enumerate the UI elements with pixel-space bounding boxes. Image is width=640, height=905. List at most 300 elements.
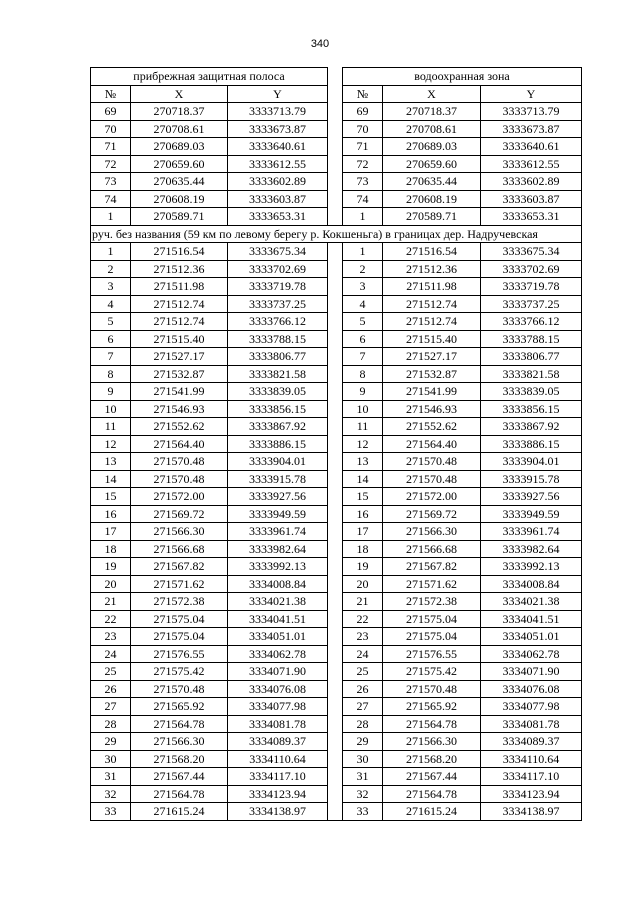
- coastal-y-coordinate: 3333713.79: [228, 103, 328, 121]
- protection-zone-y-coordinate: 3334041.51: [481, 610, 582, 628]
- group-header-row: [91, 68, 582, 86]
- coastal-x-coordinate: 271575.04: [131, 610, 228, 628]
- protection-zone-point-number: 73: [343, 173, 383, 191]
- table-gap: [328, 663, 343, 681]
- protection-zone-point-number: 24: [343, 645, 383, 663]
- coastal-y-coordinate: 3333961.74: [228, 523, 328, 541]
- coastal-point-number: 27: [91, 698, 131, 716]
- table-row: [91, 208, 582, 226]
- coastal-y-coordinate: 3333949.59: [228, 505, 328, 523]
- group-header-coastal-strip: прибрежная защитная полоса: [91, 68, 328, 86]
- coastal-x-coordinate: 271564.78: [131, 785, 228, 803]
- protection-zone-y-coordinate: 3333806.77: [481, 348, 582, 366]
- table-row: [91, 330, 582, 348]
- table-row: [91, 243, 582, 261]
- protection-zone-point-number: 30: [343, 750, 383, 768]
- protection-zone-point-number: 70: [343, 120, 383, 138]
- protection-zone-y-coordinate: 3333602.89: [481, 173, 582, 191]
- coastal-point-number: 2: [91, 260, 131, 278]
- protection-zone-point-number: 7: [343, 348, 383, 366]
- column-header-y: Y: [481, 85, 582, 103]
- protection-zone-y-coordinate: 3333612.55: [481, 155, 582, 173]
- table-gap: [328, 733, 343, 751]
- protection-zone-y-coordinate: 3334008.84: [481, 575, 582, 593]
- table-row: [91, 645, 582, 663]
- table-row: [91, 173, 582, 191]
- protection-zone-x-coordinate: 271567.44: [383, 768, 481, 786]
- protection-zone-x-coordinate: 270635.44: [383, 173, 481, 191]
- coastal-point-number: 30: [91, 750, 131, 768]
- coastal-y-coordinate: 3334077.98: [228, 698, 328, 716]
- coastal-x-coordinate: 271512.36: [131, 260, 228, 278]
- coastal-x-coordinate: 271541.99: [131, 383, 228, 401]
- table-row: [91, 698, 582, 716]
- table-gap: [328, 768, 343, 786]
- page-number: 340: [310, 38, 330, 50]
- coastal-point-number: 1: [91, 208, 131, 226]
- table-gap: [328, 575, 343, 593]
- table-gap: [328, 155, 343, 173]
- protection-zone-y-coordinate: 3333640.61: [481, 138, 582, 156]
- table-gap: [328, 593, 343, 611]
- coastal-x-coordinate: 271565.92: [131, 698, 228, 716]
- protection-zone-point-number: 21: [343, 593, 383, 611]
- protection-zone-x-coordinate: 271532.87: [383, 365, 481, 383]
- protection-zone-x-coordinate: 271567.82: [383, 558, 481, 576]
- protection-zone-x-coordinate: 271564.78: [383, 715, 481, 733]
- table-gap: [328, 453, 343, 471]
- protection-zone-point-number: 20: [343, 575, 383, 593]
- protection-zone-x-coordinate: 271575.42: [383, 663, 481, 681]
- protection-zone-x-coordinate: 271515.40: [383, 330, 481, 348]
- table-row: [91, 120, 582, 138]
- protection-zone-point-number: 27: [343, 698, 383, 716]
- table-gap: [328, 173, 343, 191]
- protection-zone-y-coordinate: 3333961.74: [481, 523, 582, 541]
- table-gap: [328, 295, 343, 313]
- coastal-x-coordinate: 270708.61: [131, 120, 228, 138]
- coastal-x-coordinate: 271572.00: [131, 488, 228, 506]
- table-gap: [328, 138, 343, 156]
- protection-zone-x-coordinate: 271512.74: [383, 313, 481, 331]
- protection-zone-point-number: 4: [343, 295, 383, 313]
- protection-zone-point-number: 6: [343, 330, 383, 348]
- table-row: [91, 593, 582, 611]
- coastal-y-coordinate: 3334008.84: [228, 575, 328, 593]
- protection-zone-x-coordinate: 271512.36: [383, 260, 481, 278]
- coastal-point-number: 9: [91, 383, 131, 401]
- coastal-point-number: 17: [91, 523, 131, 541]
- protection-zone-y-coordinate: 3333673.87: [481, 120, 582, 138]
- table-gap: [328, 313, 343, 331]
- table-gap: [328, 750, 343, 768]
- table-gap: [328, 400, 343, 418]
- protection-zone-point-number: 31: [343, 768, 383, 786]
- coastal-y-coordinate: 3334110.64: [228, 750, 328, 768]
- coastal-x-coordinate: 271570.48: [131, 453, 228, 471]
- coastal-point-number: 23: [91, 628, 131, 646]
- protection-zone-x-coordinate: 270608.19: [383, 190, 481, 208]
- protection-zone-y-coordinate: 3333766.12: [481, 313, 582, 331]
- coastal-point-number: 21: [91, 593, 131, 611]
- coastal-point-number: 24: [91, 645, 131, 663]
- protection-zone-x-coordinate: 271570.48: [383, 453, 481, 471]
- coastal-y-coordinate: 3333737.25: [228, 295, 328, 313]
- table-gap: [328, 470, 343, 488]
- protection-zone-y-coordinate: 3333821.58: [481, 365, 582, 383]
- table-gap: [328, 505, 343, 523]
- table-gap: [328, 785, 343, 803]
- protection-zone-x-coordinate: 271575.04: [383, 628, 481, 646]
- coastal-y-coordinate: 3333653.31: [228, 208, 328, 226]
- protection-zone-point-number: 72: [343, 155, 383, 173]
- protection-zone-x-coordinate: 271566.30: [383, 523, 481, 541]
- table-gap: [328, 540, 343, 558]
- table-row: [91, 103, 582, 121]
- coastal-x-coordinate: 270608.19: [131, 190, 228, 208]
- table-gap: [328, 120, 343, 138]
- section-title: руч. без названия (59 км по левому берегу р. Кокшеньга) в границах дер. Надручевская: [91, 225, 582, 243]
- coastal-y-coordinate: 3333904.01: [228, 453, 328, 471]
- protection-zone-point-number: 23: [343, 628, 383, 646]
- protection-zone-point-number: 74: [343, 190, 383, 208]
- coastal-point-number: 19: [91, 558, 131, 576]
- protection-zone-x-coordinate: 271564.40: [383, 435, 481, 453]
- protection-zone-y-coordinate: 3334089.37: [481, 733, 582, 751]
- coastal-y-coordinate: 3333886.15: [228, 435, 328, 453]
- protection-zone-y-coordinate: 3333982.64: [481, 540, 582, 558]
- protection-zone-y-coordinate: 3334081.78: [481, 715, 582, 733]
- table-gap: [328, 243, 343, 261]
- protection-zone-point-number: 1: [343, 243, 383, 261]
- coastal-point-number: 5: [91, 313, 131, 331]
- table-row: [91, 715, 582, 733]
- table-gap: [328, 628, 343, 646]
- coastal-y-coordinate: 3333915.78: [228, 470, 328, 488]
- coastal-x-coordinate: 271552.62: [131, 418, 228, 436]
- table-row: [91, 435, 582, 453]
- table-row: [91, 348, 582, 366]
- coastal-x-coordinate: 271566.30: [131, 523, 228, 541]
- coastal-point-number: 71: [91, 138, 131, 156]
- protection-zone-y-coordinate: 3333856.15: [481, 400, 582, 418]
- coastal-point-number: 70: [91, 120, 131, 138]
- protection-zone-x-coordinate: 271552.62: [383, 418, 481, 436]
- coastal-x-coordinate: 271570.48: [131, 680, 228, 698]
- table-gap: [328, 68, 343, 86]
- table-row: [91, 628, 582, 646]
- table-gap: [328, 365, 343, 383]
- coastal-y-coordinate: 3333603.87: [228, 190, 328, 208]
- protection-zone-x-coordinate: 271568.20: [383, 750, 481, 768]
- coastal-y-coordinate: 3333640.61: [228, 138, 328, 156]
- coastal-point-number: 6: [91, 330, 131, 348]
- protection-zone-x-coordinate: 271566.30: [383, 733, 481, 751]
- protection-zone-point-number: 14: [343, 470, 383, 488]
- protection-zone-x-coordinate: 271576.55: [383, 645, 481, 663]
- protection-zone-y-coordinate: 3333839.05: [481, 383, 582, 401]
- table-row: [91, 295, 582, 313]
- protection-zone-point-number: 15: [343, 488, 383, 506]
- table-gap: [328, 348, 343, 366]
- coastal-x-coordinate: 271512.74: [131, 295, 228, 313]
- coastal-point-number: 1: [91, 243, 131, 261]
- coastal-y-coordinate: 3333673.87: [228, 120, 328, 138]
- table-gap: [328, 278, 343, 296]
- coastal-x-coordinate: 271568.20: [131, 750, 228, 768]
- protection-zone-point-number: 28: [343, 715, 383, 733]
- coastal-point-number: 20: [91, 575, 131, 593]
- table-row: [91, 278, 582, 296]
- coastal-y-coordinate: 3333719.78: [228, 278, 328, 296]
- protection-zone-point-number: 17: [343, 523, 383, 541]
- coastal-y-coordinate: 3333821.58: [228, 365, 328, 383]
- coastal-y-coordinate: 3334081.78: [228, 715, 328, 733]
- column-header-y: Y: [228, 85, 328, 103]
- protection-zone-y-coordinate: 3333788.15: [481, 330, 582, 348]
- protection-zone-x-coordinate: 270589.71: [383, 208, 481, 226]
- coastal-point-number: 3: [91, 278, 131, 296]
- protection-zone-x-coordinate: 271566.68: [383, 540, 481, 558]
- coastal-x-coordinate: 271575.04: [131, 628, 228, 646]
- protection-zone-y-coordinate: 3334110.64: [481, 750, 582, 768]
- table-row: [91, 190, 582, 208]
- table-gap: [328, 435, 343, 453]
- coastal-y-coordinate: 3334076.08: [228, 680, 328, 698]
- coastal-x-coordinate: 271566.30: [131, 733, 228, 751]
- protection-zone-y-coordinate: 3334117.10: [481, 768, 582, 786]
- table-row: [91, 523, 582, 541]
- protection-zone-x-coordinate: 270659.60: [383, 155, 481, 173]
- coastal-x-coordinate: 271567.44: [131, 768, 228, 786]
- coastal-y-coordinate: 3333675.34: [228, 243, 328, 261]
- protection-zone-point-number: 19: [343, 558, 383, 576]
- protection-zone-point-number: 71: [343, 138, 383, 156]
- protection-zone-x-coordinate: 271571.62: [383, 575, 481, 593]
- protection-zone-y-coordinate: 3333886.15: [481, 435, 582, 453]
- protection-zone-x-coordinate: 271572.38: [383, 593, 481, 611]
- table-gap: [328, 85, 343, 103]
- coastal-x-coordinate: 271511.98: [131, 278, 228, 296]
- coastal-point-number: 29: [91, 733, 131, 751]
- table-row: [91, 750, 582, 768]
- coastal-y-coordinate: 3333856.15: [228, 400, 328, 418]
- protection-zone-point-number: 25: [343, 663, 383, 681]
- table-row: [91, 383, 582, 401]
- protection-zone-x-coordinate: 271565.92: [383, 698, 481, 716]
- coastal-point-number: 73: [91, 173, 131, 191]
- table-row: [91, 610, 582, 628]
- protection-zone-point-number: 10: [343, 400, 383, 418]
- coastal-y-coordinate: 3333992.13: [228, 558, 328, 576]
- coastal-point-number: 8: [91, 365, 131, 383]
- table-row: [91, 260, 582, 278]
- coastal-y-coordinate: 3334041.51: [228, 610, 328, 628]
- protection-zone-y-coordinate: 3334021.38: [481, 593, 582, 611]
- protection-zone-point-number: 18: [343, 540, 383, 558]
- protection-zone-y-coordinate: 3333904.01: [481, 453, 582, 471]
- coastal-x-coordinate: 271546.93: [131, 400, 228, 418]
- table-gap: [328, 610, 343, 628]
- protection-zone-point-number: 2: [343, 260, 383, 278]
- coastal-y-coordinate: 3333702.69: [228, 260, 328, 278]
- protection-zone-y-coordinate: 3333653.31: [481, 208, 582, 226]
- coastal-point-number: 13: [91, 453, 131, 471]
- coastal-x-coordinate: 271572.38: [131, 593, 228, 611]
- protection-zone-point-number: 22: [343, 610, 383, 628]
- coastal-y-coordinate: 3333806.77: [228, 348, 328, 366]
- table-gap: [328, 418, 343, 436]
- protection-zone-y-coordinate: 3333949.59: [481, 505, 582, 523]
- coastal-point-number: 18: [91, 540, 131, 558]
- column-header-num: №: [91, 85, 131, 103]
- protection-zone-x-coordinate: 271575.04: [383, 610, 481, 628]
- coastal-x-coordinate: 271512.74: [131, 313, 228, 331]
- coastal-y-coordinate: 3334062.78: [228, 645, 328, 663]
- group-header-water-protection-zone: водоохранная зона: [343, 68, 582, 86]
- table-gap: [328, 645, 343, 663]
- protection-zone-point-number: 29: [343, 733, 383, 751]
- coastal-y-coordinate: 3334051.01: [228, 628, 328, 646]
- protection-zone-x-coordinate: 271511.98: [383, 278, 481, 296]
- table-gap: [328, 803, 343, 821]
- protection-zone-x-coordinate: 271615.24: [383, 803, 481, 821]
- coastal-y-coordinate: 3333982.64: [228, 540, 328, 558]
- protection-zone-y-coordinate: 3333702.69: [481, 260, 582, 278]
- protection-zone-x-coordinate: 271527.17: [383, 348, 481, 366]
- table-row: [91, 138, 582, 156]
- protection-zone-x-coordinate: 271570.48: [383, 680, 481, 698]
- table-gap: [328, 383, 343, 401]
- coastal-y-coordinate: 3334117.10: [228, 768, 328, 786]
- protection-zone-y-coordinate: 3333992.13: [481, 558, 582, 576]
- protection-zone-point-number: 3: [343, 278, 383, 296]
- table-gap: [328, 698, 343, 716]
- protection-zone-y-coordinate: 3334138.97: [481, 803, 582, 821]
- protection-zone-point-number: 9: [343, 383, 383, 401]
- table-gap: [328, 680, 343, 698]
- protection-zone-x-coordinate: 271512.74: [383, 295, 481, 313]
- table-row: [91, 155, 582, 173]
- table-row: [91, 400, 582, 418]
- coastal-point-number: 12: [91, 435, 131, 453]
- coastal-point-number: 32: [91, 785, 131, 803]
- coastal-point-number: 26: [91, 680, 131, 698]
- protection-zone-point-number: 32: [343, 785, 383, 803]
- coastal-x-coordinate: 271527.17: [131, 348, 228, 366]
- coastal-y-coordinate: 3333766.12: [228, 313, 328, 331]
- table-gap: [328, 260, 343, 278]
- coastal-point-number: 74: [91, 190, 131, 208]
- coastal-x-coordinate: 271566.68: [131, 540, 228, 558]
- protection-zone-y-coordinate: 3333867.92: [481, 418, 582, 436]
- table-gap: [328, 523, 343, 541]
- coastal-y-coordinate: 3334071.90: [228, 663, 328, 681]
- coastal-x-coordinate: 271564.78: [131, 715, 228, 733]
- protection-zone-x-coordinate: 270689.03: [383, 138, 481, 156]
- coastal-y-coordinate: 3334021.38: [228, 593, 328, 611]
- coastal-point-number: 31: [91, 768, 131, 786]
- coastal-x-coordinate: 271516.54: [131, 243, 228, 261]
- coastal-x-coordinate: 271575.42: [131, 663, 228, 681]
- protection-zone-y-coordinate: 3334123.94: [481, 785, 582, 803]
- protection-zone-y-coordinate: 3333675.34: [481, 243, 582, 261]
- protection-zone-point-number: 16: [343, 505, 383, 523]
- coastal-x-coordinate: 271567.82: [131, 558, 228, 576]
- coastal-x-coordinate: 270659.60: [131, 155, 228, 173]
- table-gap: [328, 208, 343, 226]
- table-gap: [328, 558, 343, 576]
- coastal-y-coordinate: 3333788.15: [228, 330, 328, 348]
- protection-zone-y-coordinate: 3334062.78: [481, 645, 582, 663]
- coastal-x-coordinate: 271564.40: [131, 435, 228, 453]
- table-row: [91, 453, 582, 471]
- coastal-x-coordinate: 271569.72: [131, 505, 228, 523]
- protection-zone-point-number: 69: [343, 103, 383, 121]
- coastal-point-number: 69: [91, 103, 131, 121]
- table-row: [91, 313, 582, 331]
- coastal-point-number: 14: [91, 470, 131, 488]
- protection-zone-x-coordinate: 271541.99: [383, 383, 481, 401]
- coastal-y-coordinate: 3334138.97: [228, 803, 328, 821]
- coastal-x-coordinate: 270589.71: [131, 208, 228, 226]
- protection-zone-y-coordinate: 3334071.90: [481, 663, 582, 681]
- protection-zone-point-number: 33: [343, 803, 383, 821]
- protection-zone-x-coordinate: 271564.78: [383, 785, 481, 803]
- table-row: [91, 418, 582, 436]
- coastal-point-number: 10: [91, 400, 131, 418]
- protection-zone-y-coordinate: 3334076.08: [481, 680, 582, 698]
- protection-zone-y-coordinate: 3333927.56: [481, 488, 582, 506]
- section-row: [91, 225, 582, 243]
- coastal-point-number: 22: [91, 610, 131, 628]
- protection-zone-x-coordinate: 270708.61: [383, 120, 481, 138]
- coastal-y-coordinate: 3333612.55: [228, 155, 328, 173]
- table-row: [91, 470, 582, 488]
- table-gap: [328, 103, 343, 121]
- protection-zone-x-coordinate: 271516.54: [383, 243, 481, 261]
- table-row: [91, 663, 582, 681]
- protection-zone-point-number: 11: [343, 418, 383, 436]
- coastal-x-coordinate: 271515.40: [131, 330, 228, 348]
- coastal-point-number: 11: [91, 418, 131, 436]
- protection-zone-x-coordinate: 271546.93: [383, 400, 481, 418]
- coastal-x-coordinate: 270635.44: [131, 173, 228, 191]
- table-row: [91, 488, 582, 506]
- table-row: [91, 575, 582, 593]
- column-header-num: №: [343, 85, 383, 103]
- coastal-x-coordinate: 271532.87: [131, 365, 228, 383]
- coastal-point-number: 15: [91, 488, 131, 506]
- coastal-y-coordinate: 3333867.92: [228, 418, 328, 436]
- coastal-x-coordinate: 271570.48: [131, 470, 228, 488]
- coastal-x-coordinate: 270689.03: [131, 138, 228, 156]
- protection-zone-x-coordinate: 271572.00: [383, 488, 481, 506]
- table-row: [91, 785, 582, 803]
- coastal-point-number: 4: [91, 295, 131, 313]
- table-row: [91, 505, 582, 523]
- table-gap: [328, 715, 343, 733]
- protection-zone-y-coordinate: 3333713.79: [481, 103, 582, 121]
- coastal-x-coordinate: 271615.24: [131, 803, 228, 821]
- protection-zone-point-number: 8: [343, 365, 383, 383]
- table-row: [91, 558, 582, 576]
- table-gap: [328, 488, 343, 506]
- coastal-point-number: 7: [91, 348, 131, 366]
- coastal-y-coordinate: 3333927.56: [228, 488, 328, 506]
- protection-zone-y-coordinate: 3334077.98: [481, 698, 582, 716]
- protection-zone-x-coordinate: 271569.72: [383, 505, 481, 523]
